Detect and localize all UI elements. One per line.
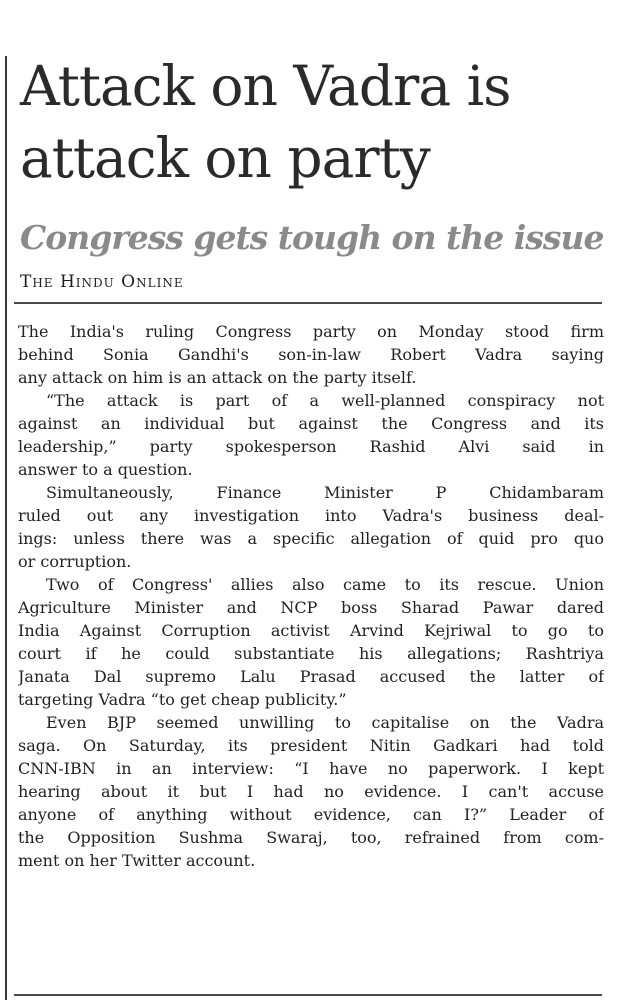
top-divider [14,302,602,304]
paragraph [18,711,604,872]
text-line: against an individual but against the Congress and its [18,414,604,433]
source-byline: The Hindu Online [20,272,184,292]
headline [20,50,620,194]
text-line: the Opposition Sushma Swaraj, too, refrained from com- [18,828,604,847]
paragraph [18,481,604,573]
bottom-divider [14,994,602,996]
text-line: court if he could substantiate his allegations; Rashtriya [18,644,604,663]
article-body [18,320,604,872]
text-line: targeting Vadra “to get cheap publicity.” [18,690,347,709]
text-line: hearing about it but I had no evidence. I can't accuse [18,782,604,801]
text-line: leadership,” party spokesperson Rashid Alvi said in [18,437,604,456]
text-line: any attack on him is an attack on the party itself. [18,368,417,387]
text-line: “The attack is part of a well-planned conspiracy not [46,391,604,410]
text-line: anyone of anything without evidence, can I?” Leader of [18,805,604,824]
text-line: ment on her Twitter account. [18,851,256,870]
column-rule [5,56,7,1000]
text-line: Even BJP seemed unwilling to capitalise on the Vadra [46,713,604,732]
text-line: behind Sonia Gandhi's son-in-law Robert Vadra saying [18,345,604,364]
paragraph [18,389,604,481]
text-line: ings: unless there was a specific allegation of quid pro quo [18,529,604,548]
text-line: Agriculture Minister and NCP boss Sharad Pawar dared [18,598,604,617]
text-line: Two of Congress' allies also came to its rescue. Union [46,575,604,594]
paragraph [18,320,604,389]
headline-line-1: Attack on Vadra is [20,54,511,118]
headline-line-2: attack on party [20,126,430,190]
text-line: CNN-IBN in an interview: “I have no paperwork. I kept [18,759,604,778]
text-line: Janata Dal supremo Lalu Prasad accused the latter of [18,667,604,686]
text-line: ruled out any investigation into Vadra's business deal- [18,506,604,525]
text-line: or corruption. [18,552,132,571]
text-line: Simultaneously, Finance Minister P Chidambaram [46,483,604,502]
text-line: India Against Corruption activist Arvind Kejriwal to go to [18,621,604,640]
text-line: saga. On Saturday, its president Nitin Gadkari had told [18,736,604,755]
subheadline: Congress gets tough on the issue [20,218,604,257]
text-line: The India's ruling Congress party on Monday stood firm [18,322,604,341]
text-line: answer to a question. [18,460,193,479]
paragraph [18,573,604,711]
